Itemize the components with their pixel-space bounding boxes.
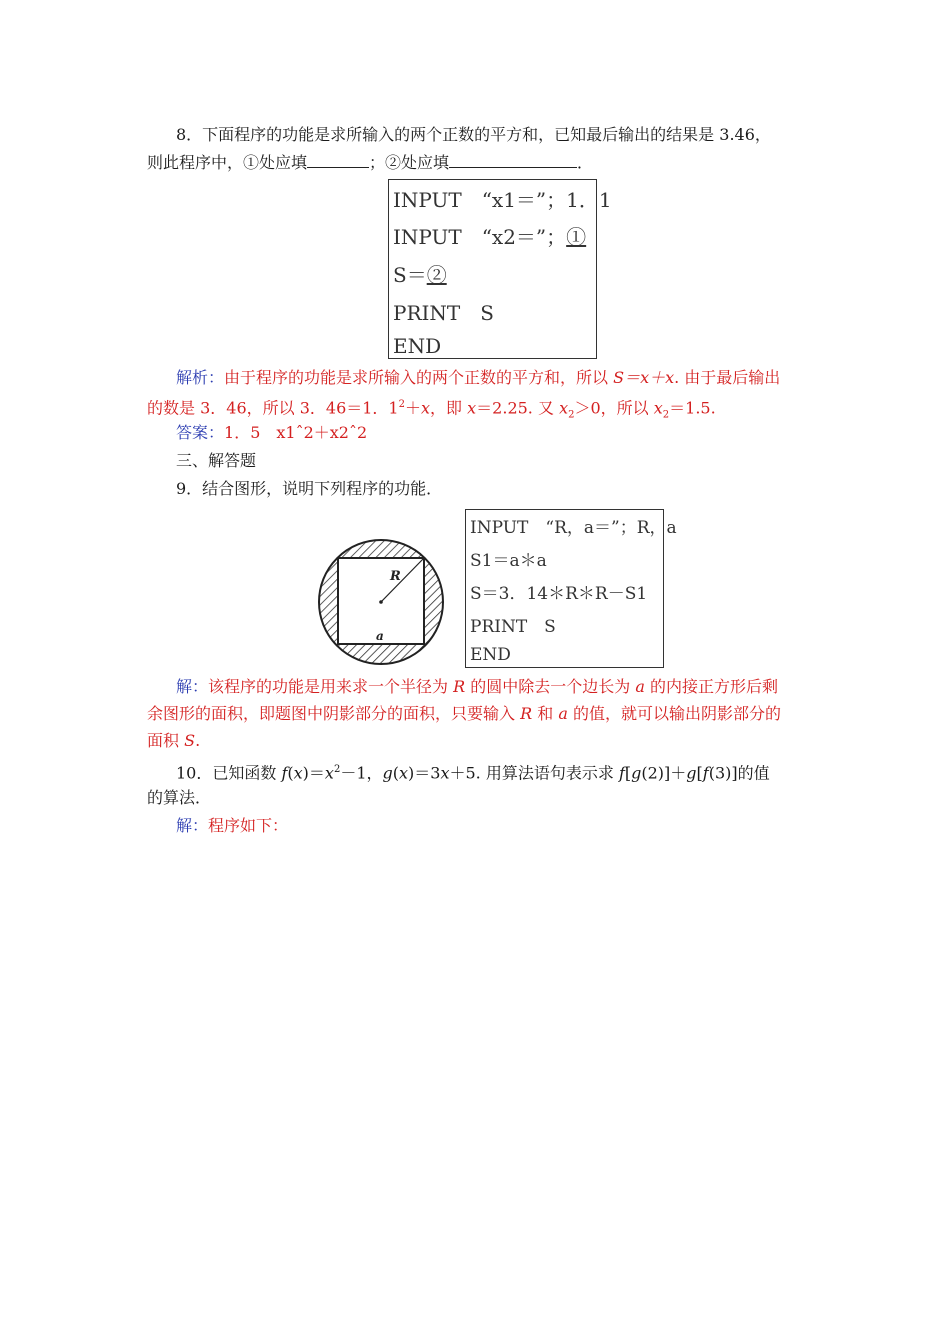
q9-prog-line5: END <box>470 645 511 665</box>
q8-analysis-line1 <box>176 367 780 389</box>
q10-x2: x <box>324 763 334 783</box>
q9-prog-line2: S1＝a＊a <box>470 551 547 571</box>
q10-1e: ( <box>392 763 399 783</box>
q8-prog-line5: END <box>393 334 442 358</box>
q9-sol-1c: 的圆中除去一个边长为 <box>465 677 636 696</box>
q10-1j: [ <box>696 763 703 783</box>
label-a: a <box>376 629 384 643</box>
q9-sol-3c: . <box>195 731 201 750</box>
blank-2 <box>449 151 577 168</box>
q9-sol-1b: R <box>453 677 466 696</box>
analysis-2j: ＝1.5. <box>669 398 716 418</box>
q8-prog-blank-1: ① <box>566 225 587 249</box>
q9-sol-2e: 的值，就可以输出阴影部分的 <box>567 704 781 723</box>
q9-program-box <box>465 509 677 668</box>
q9-sol-2a: 余图形的面积，即题图中阴影部分的面积，只要输入 <box>147 704 521 723</box>
q10-1i: (2)]＋ <box>641 763 687 783</box>
q10-1b: ( <box>287 763 294 783</box>
q9-sol-1a: 该程序的功能是用来求一个半径为 <box>208 677 454 696</box>
analysis-2i: x <box>653 398 663 418</box>
q10-1a: 10．已知函数 <box>176 763 282 783</box>
q10-f2: f <box>618 763 625 783</box>
analysis-2sup: 2 <box>398 399 405 410</box>
q9-figure <box>316 515 446 665</box>
q8-prog-line2 <box>393 221 586 250</box>
q10-line1 <box>176 759 770 784</box>
q9-sol-label: 解： <box>176 677 209 696</box>
answer-label: 答案： <box>176 423 225 442</box>
q8-prog-line4: PRINT S <box>393 301 494 325</box>
q9-line1: 9．结合图形，说明下列程序的功能． <box>176 479 443 498</box>
analysis-2h: ＞0，所以 <box>574 398 654 418</box>
q9-solution-line1 <box>176 676 778 698</box>
q9-sol-1d: a <box>635 677 645 696</box>
q10-g3: g <box>686 763 697 783</box>
analysis-2a: 的数是 3．46，所以 3．46＝1．1 <box>147 398 399 418</box>
q9-sol-3a: 面积 <box>147 731 185 750</box>
q9-prog-line1: INPUT “R，a＝”；R，a <box>470 518 677 538</box>
q8-line2-c: ． <box>577 153 594 172</box>
q8-prog-line2-a: INPUT “x2＝”； <box>393 225 567 249</box>
blank-1 <box>307 151 369 168</box>
q10-g2: g <box>631 763 642 783</box>
q8-answer <box>176 422 367 444</box>
center-dot <box>379 600 383 604</box>
q10-sup2: 2 <box>333 764 341 775</box>
analysis-label: 解析： <box>176 368 225 387</box>
answer-text: 1．5 x1ˆ2＋x2ˆ2 <box>224 423 368 442</box>
q9-prog-line3: S＝3．14＊R＊R－S1 <box>470 584 648 604</box>
q8-line1: 8．下面程序的功能是求所输入的两个正数的平方和，已知最后输出的结果是 3.46， <box>176 125 771 144</box>
q9-sol-2d: a <box>558 704 568 723</box>
q9-solution-line2 <box>147 703 781 725</box>
q8-prog-blank-2: ② <box>426 263 447 287</box>
q10-1c: )＝ <box>302 763 325 783</box>
q8-prog-line3 <box>393 259 447 288</box>
q10-1k: (3)]的值 <box>708 763 770 783</box>
analysis-2b: ＋ <box>405 398 422 418</box>
analysis-2d: ，即 <box>430 398 468 418</box>
q10-1h: [ <box>624 763 632 783</box>
q10-1f: )＝3 <box>408 763 441 783</box>
q9-sol-2b: R <box>520 704 533 723</box>
q10-x1: x <box>293 763 303 783</box>
analysis-2c: x <box>421 398 431 418</box>
q9-solution-line3 <box>147 730 200 752</box>
q10-f1: f <box>281 763 288 783</box>
q8-line2 <box>147 151 593 174</box>
q10-sol-label: 解： <box>176 816 209 835</box>
analysis-1b: S＝x＋x <box>613 368 675 387</box>
q9-prog-line4: PRINT S <box>470 617 556 637</box>
q10-1d: －1， <box>340 763 383 783</box>
q8-line2-b: ；②处应填 <box>369 153 450 172</box>
q8-analysis-line2: 的数是 3．46，所以 3．46＝1．$1^2+x$，即 x＝2.25. 又 $x_2>0$，所以 $x_2=1.5$. <box>147 398 716 421</box>
label-R: R <box>390 569 401 584</box>
q10-line2: 的算法． <box>147 788 212 807</box>
q9-sol-2c: 和 <box>532 704 559 723</box>
analysis-2e: x <box>467 398 477 418</box>
q10-solution <box>176 815 288 837</box>
q10-g1: g <box>382 763 393 783</box>
q8-program-box <box>388 179 612 359</box>
analysis-1c: . 由于最后输出 <box>674 368 781 387</box>
q8-line2-a: 则此程序中，①处应填 <box>147 153 308 172</box>
q8-prog-line1: INPUT “x1＝”；1．1 <box>393 188 612 212</box>
q9-sol-1e: 的内接正方形后剩 <box>644 677 778 696</box>
q10-x3: x <box>399 763 409 783</box>
q9-sol-3b: S <box>184 731 196 750</box>
q10-x4: x <box>440 763 450 783</box>
q10-sol-text: 程序如下： <box>208 816 289 835</box>
q10-f3: f <box>702 763 709 783</box>
section-3-title: 三、解答题 <box>176 451 257 470</box>
q8-prog-line3-a: S＝ <box>393 263 427 287</box>
analysis-1a: 由于程序的功能是求所输入的两个正数的平方和，所以 <box>224 368 614 387</box>
analysis-2g: x <box>559 398 569 418</box>
analysis-2f: ＝2.25. 又 <box>476 398 560 418</box>
q10-1g: ＋5. 用算法语句表示求 <box>449 763 619 783</box>
